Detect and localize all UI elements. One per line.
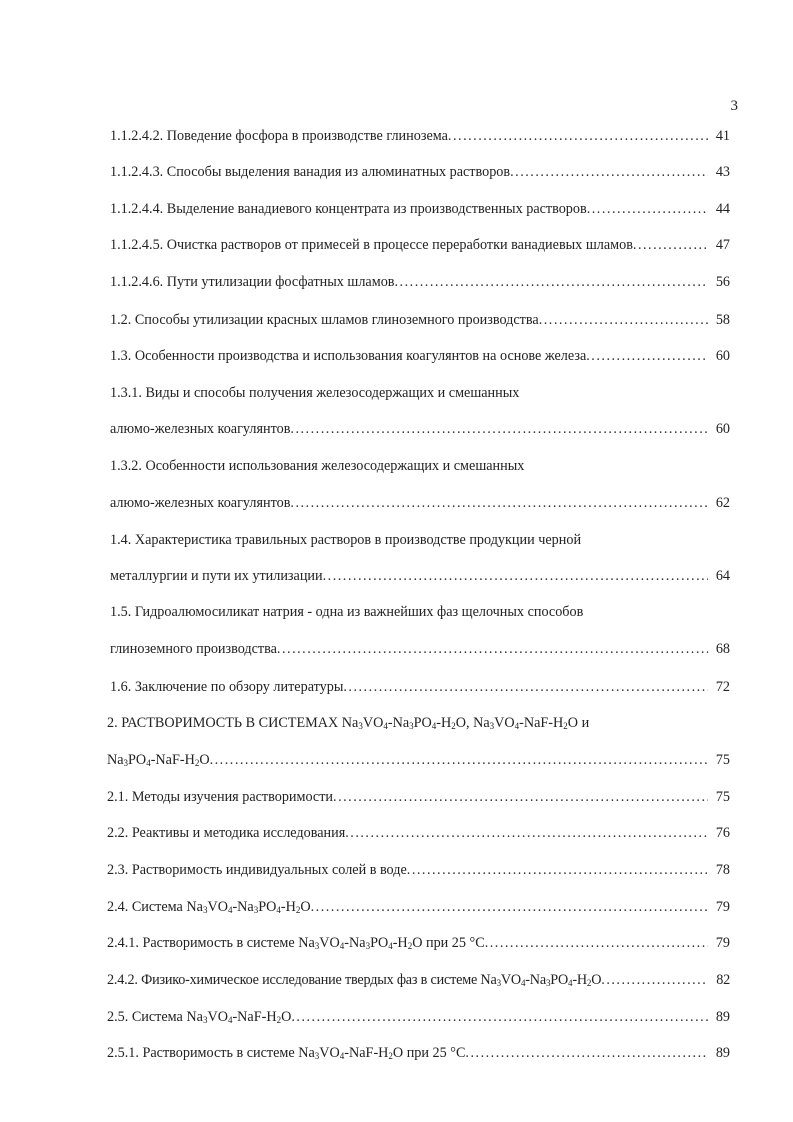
toc-entry-page: 47 xyxy=(715,237,730,253)
toc-entry xyxy=(110,419,730,439)
toc-entry-page: 41 xyxy=(715,128,730,144)
toc-entry-title: 1.1.2.4.4. Выделение ванадиевого концентрата из производственных растворов xyxy=(110,201,587,217)
toc-entry xyxy=(110,272,730,292)
toc-entry-page: 60 xyxy=(715,348,730,364)
dot-leader xyxy=(343,677,707,697)
toc-entry xyxy=(107,897,730,917)
page-number: 3 xyxy=(730,98,738,114)
toc-entry-title-formatted: $Na_3PO_4-NaF-H_2O$ xyxy=(107,752,210,768)
toc-entry-title-formatted: 2.4.2. Физико-химическое исследование твердых фаз в системе $Na_3VO_4-Na_3PO_4-H_2O$ xyxy=(107,972,602,988)
toc-entry xyxy=(110,383,730,403)
toc-entry-title-formatted: 2.5. Система $Na_3VO_4-NaF-H_2O$ xyxy=(107,1009,292,1025)
toc-entry-page: 58 xyxy=(715,312,730,328)
toc-entry xyxy=(110,456,730,476)
toc-entry-page: 78 xyxy=(715,862,730,878)
dot-leader xyxy=(510,162,708,182)
toc-entry-title: 2.1. Методы изучения растворимости xyxy=(107,789,334,805)
toc-entry-title: алюмо-железных коагулянтов xyxy=(110,495,291,511)
dot-leader xyxy=(345,823,708,843)
toc-entry-page: 44 xyxy=(715,201,730,217)
dot-leader xyxy=(465,1043,707,1063)
toc-entry-title-formatted: 2.5.1. Растворимость в системе $Na_3VO_4-NaF-H_2O$ при 25 °С xyxy=(107,1045,466,1061)
toc-entry xyxy=(110,310,730,330)
toc-entry-page: 68 xyxy=(715,641,730,657)
toc-entry-title: 1.1.2.4.5. Очистка растворов от примесей в процессе переработки ванадиевых шламов xyxy=(110,237,633,253)
toc-entry xyxy=(110,199,730,219)
toc-entry-title: 1.3. Особенности производства и использования коагулянтов на основе железа xyxy=(110,348,587,364)
toc-entry-page: 82 xyxy=(716,972,730,988)
toc-entry-page: 79 xyxy=(715,935,730,951)
dot-leader xyxy=(448,126,708,146)
dot-leader xyxy=(290,493,707,513)
toc-entry xyxy=(107,1007,730,1027)
toc-entry-page: 89 xyxy=(715,1045,730,1061)
toc-entry-title-formatted: 2.4.1. Растворимость в системе $Na_3VO_4-Na_3PO_4-H_2O$ при 25 °С xyxy=(107,935,485,951)
dot-leader xyxy=(633,235,708,255)
dot-leader xyxy=(311,897,708,917)
toc-entry-page: 79 xyxy=(715,899,730,915)
toc-entry-title: 1.1.2.4.2. Поведение фосфора в производстве глинозема xyxy=(110,128,448,144)
toc-entry xyxy=(107,750,730,770)
dot-leader xyxy=(485,933,708,953)
dot-leader xyxy=(210,750,708,770)
toc-entry-title: 1.5. Гидроалюмосиликат натрия - одна из важнейших фаз щелочных способов xyxy=(110,604,584,620)
toc-entry xyxy=(110,602,730,622)
toc-entry-page: 89 xyxy=(715,1009,730,1025)
toc-entry-page: 60 xyxy=(715,421,730,437)
toc-entry xyxy=(110,639,730,659)
toc-entry xyxy=(107,823,730,843)
dot-leader xyxy=(333,787,708,807)
toc-entry-title: 1.3.1. Виды и способы получения железосодержащих и смешанных xyxy=(110,385,520,401)
toc-entry-page: 75 xyxy=(715,752,730,768)
dot-leader xyxy=(395,272,708,292)
dot-leader xyxy=(586,346,708,366)
toc-entry-title-formatted: 2. РАСТВОРИМОСТЬ В СИСТЕМАХ $Na_3VO_4-Na_3PO_4-H_2O$, $Na_3VO_4-NaF-H_2O$ и xyxy=(107,715,590,731)
toc-entry-title: алюмо-железных коагулянтов xyxy=(110,421,291,437)
toc-entry xyxy=(110,566,730,586)
toc-entry-title: 2.3. Растворимость индивидуальных солей в воде xyxy=(107,862,407,878)
toc-entry xyxy=(110,493,730,513)
dot-leader xyxy=(407,860,708,880)
toc-entry-page: 56 xyxy=(715,274,730,290)
toc-entry xyxy=(107,933,730,953)
toc-entry-title-formatted: 2.4. Система $Na_3VO_4-Na_3PO_4-H_2O$ xyxy=(107,899,311,915)
toc-entry-page: 62 xyxy=(715,495,730,511)
dot-leader xyxy=(601,970,708,990)
toc-entry xyxy=(110,126,730,146)
dot-leader xyxy=(277,639,708,659)
dot-leader xyxy=(587,199,708,219)
toc-entry-title: 1.3.2. Особенности использования железосодержащих и смешанных xyxy=(110,458,525,474)
toc-entry-title: 1.4. Характеристика травильных растворов в производстве продукции черной xyxy=(110,532,582,548)
toc-entry-page: 43 xyxy=(715,164,730,180)
toc-entry-title: металлургии и пути их утилизации xyxy=(110,568,323,584)
toc-entry xyxy=(107,1043,730,1063)
dot-leader xyxy=(323,566,708,586)
toc-entry-title: 1.1.2.4.3. Способы выделения ванадия из алюминатных растворов xyxy=(110,164,511,180)
toc-entry-page: 72 xyxy=(715,679,730,695)
toc-entry-title: 2.2. Реактивы и методика исследования xyxy=(107,825,346,841)
toc-entry xyxy=(110,530,730,550)
toc-entry xyxy=(107,970,730,990)
dot-leader xyxy=(290,419,707,439)
toc-entry xyxy=(110,346,730,366)
toc-entry xyxy=(107,860,730,880)
dot-leader xyxy=(539,310,708,330)
toc-entry xyxy=(110,677,730,697)
toc-entry-title: 1.2. Способы утилизации красных шламов глиноземного производства xyxy=(110,312,539,328)
toc-entry-title: 1.6. Заключение по обзору литературы xyxy=(110,679,344,695)
toc-entry xyxy=(110,235,730,255)
toc-entry-page: 76 xyxy=(715,825,730,841)
dot-leader xyxy=(291,1007,707,1027)
toc-entry xyxy=(107,787,730,807)
toc-entry xyxy=(107,713,730,733)
toc-entry-page: 64 xyxy=(715,568,730,584)
toc-entry-title: глиноземного производства xyxy=(110,641,277,657)
toc-entry xyxy=(110,162,730,182)
toc-entry-page: 75 xyxy=(715,789,730,805)
toc-entry-title: 1.1.2.4.6. Пути утилизации фосфатных шламов xyxy=(110,274,395,290)
